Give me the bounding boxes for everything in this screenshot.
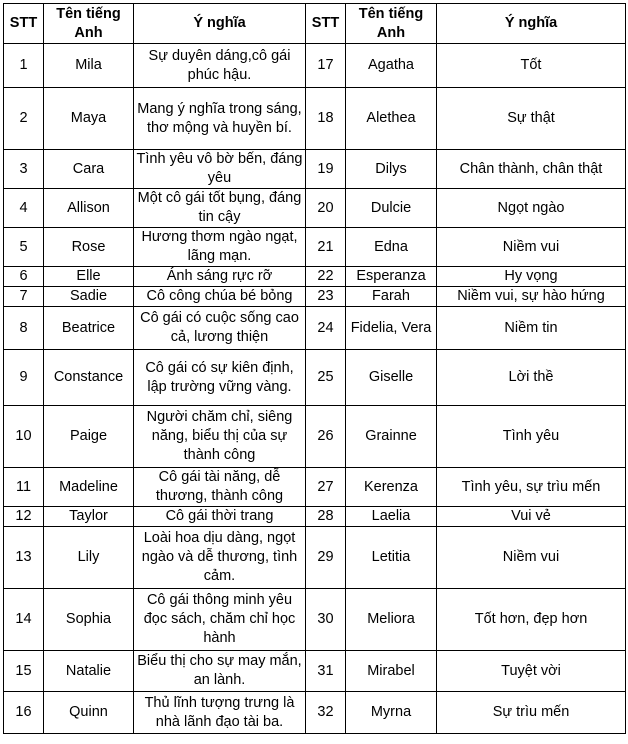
cell-english-name: Grainne — [346, 406, 437, 468]
cell-english-name: Madeline — [44, 468, 134, 507]
header-row — [4, 4, 626, 44]
cell-meaning: Lời thề — [437, 350, 626, 406]
cell-meaning: Hy vọng — [437, 267, 626, 287]
cell-stt: 7 — [4, 287, 44, 307]
cell-stt: 10 — [4, 406, 44, 468]
header-meaning-1: Ý nghĩa — [134, 4, 306, 44]
cell-english-name: Dilys — [346, 150, 437, 189]
cell-stt: 20 — [306, 189, 346, 228]
cell-english-name: Constance — [44, 350, 134, 406]
cell-english-name: Agatha — [346, 44, 437, 88]
table-row — [4, 189, 626, 228]
cell-meaning: Vui vẻ — [437, 507, 626, 527]
cell-english-name: Maya — [44, 88, 134, 150]
cell-stt: 32 — [306, 692, 346, 734]
cell-english-name: Giselle — [346, 350, 437, 406]
cell-stt: 25 — [306, 350, 346, 406]
cell-stt: 21 — [306, 228, 346, 267]
cell-stt: 12 — [4, 507, 44, 527]
table-row — [4, 88, 626, 150]
table-row — [4, 507, 626, 527]
cell-meaning: Sự duyên dáng,cô gái phúc hậu. — [134, 44, 306, 88]
cell-english-name: Kerenza — [346, 468, 437, 507]
cell-meaning: Tuyệt vời — [437, 651, 626, 692]
cell-stt: 18 — [306, 88, 346, 150]
cell-english-name: Sadie — [44, 287, 134, 307]
cell-english-name: Quinn — [44, 692, 134, 734]
cell-english-name: Laelia — [346, 507, 437, 527]
cell-english-name: Mila — [44, 44, 134, 88]
cell-english-name: Edna — [346, 228, 437, 267]
cell-meaning: Sự thật — [437, 88, 626, 150]
cell-english-name: Paige — [44, 406, 134, 468]
cell-meaning: Cô gái tài năng, dễ thương, thành công — [134, 468, 306, 507]
cell-meaning: Một cô gái tốt bụng, đáng tin cậy — [134, 189, 306, 228]
cell-stt: 16 — [4, 692, 44, 734]
header-meaning-2: Ý nghĩa — [437, 4, 626, 44]
cell-meaning: Mang ý nghĩa trong sáng, thơ mộng và huyền bí. — [134, 88, 306, 150]
cell-meaning: Niềm tin — [437, 307, 626, 350]
cell-meaning: Tình yêu, sự trìu mến — [437, 468, 626, 507]
cell-meaning: Ánh sáng rực rỡ — [134, 267, 306, 287]
cell-meaning: Thủ lĩnh tượng trưng là nhà lãnh đạo tài ba. — [134, 692, 306, 734]
table-row — [4, 406, 626, 468]
cell-english-name: Myrna — [346, 692, 437, 734]
table-row — [4, 350, 626, 406]
cell-meaning: Loài hoa dịu dàng, ngọt ngào và dễ thương, tình cảm. — [134, 527, 306, 589]
cell-stt: 28 — [306, 507, 346, 527]
cell-meaning: Cô công chúa bé bỏng — [134, 287, 306, 307]
cell-stt: 4 — [4, 189, 44, 228]
header-stt-2: STT — [306, 4, 346, 44]
cell-meaning: Tình yêu — [437, 406, 626, 468]
cell-stt: 3 — [4, 150, 44, 189]
cell-english-name: Rose — [44, 228, 134, 267]
cell-meaning: Niềm vui — [437, 527, 626, 589]
cell-meaning: Tình yêu vô bờ bến, đáng yêu — [134, 150, 306, 189]
cell-english-name: Esperanza — [346, 267, 437, 287]
table-row — [4, 527, 626, 589]
cell-english-name: Fidelia, Vera — [346, 307, 437, 350]
cell-stt: 29 — [306, 527, 346, 589]
cell-stt: 23 — [306, 287, 346, 307]
cell-english-name: Sophia — [44, 589, 134, 651]
table-row — [4, 228, 626, 267]
cell-meaning: Sự trìu mến — [437, 692, 626, 734]
cell-stt: 15 — [4, 651, 44, 692]
table-row — [4, 468, 626, 507]
names-table — [3, 3, 626, 734]
cell-stt: 6 — [4, 267, 44, 287]
cell-english-name: Farah — [346, 287, 437, 307]
cell-stt: 5 — [4, 228, 44, 267]
header-stt-1: STT — [4, 4, 44, 44]
cell-meaning: Cô gái có cuộc sống cao cả, lương thiện — [134, 307, 306, 350]
cell-stt: 22 — [306, 267, 346, 287]
cell-stt: 9 — [4, 350, 44, 406]
cell-meaning: Tốt hơn, đẹp hơn — [437, 589, 626, 651]
cell-english-name: Taylor — [44, 507, 134, 527]
table-row — [4, 692, 626, 734]
cell-meaning: Ngọt ngào — [437, 189, 626, 228]
cell-english-name: Allison — [44, 189, 134, 228]
table-row — [4, 150, 626, 189]
cell-english-name: Dulcie — [346, 189, 437, 228]
header-english-name-1: Tên tiếng Anh — [44, 4, 134, 44]
table-row — [4, 287, 626, 307]
cell-stt: 27 — [306, 468, 346, 507]
table-row — [4, 44, 626, 88]
cell-stt: 17 — [306, 44, 346, 88]
cell-meaning: Niềm vui — [437, 228, 626, 267]
cell-stt: 11 — [4, 468, 44, 507]
cell-english-name: Lily — [44, 527, 134, 589]
cell-stt: 31 — [306, 651, 346, 692]
cell-english-name: Elle — [44, 267, 134, 287]
cell-meaning: Biểu thị cho sự may mắn, an lành. — [134, 651, 306, 692]
cell-english-name: Alethea — [346, 88, 437, 150]
cell-stt: 1 — [4, 44, 44, 88]
cell-stt: 24 — [306, 307, 346, 350]
header-english-name-2: Tên tiếng Anh — [346, 4, 437, 44]
cell-meaning: Hương thơm ngào ngạt, lãng mạn. — [134, 228, 306, 267]
cell-meaning: Niềm vui, sự hào hứng — [437, 287, 626, 307]
table-row — [4, 589, 626, 651]
cell-meaning: Cô gái thời trang — [134, 507, 306, 527]
cell-meaning: Người chăm chỉ, siêng năng, biểu thị của sự thành công — [134, 406, 306, 468]
table-row — [4, 651, 626, 692]
cell-meaning: Cô gái có sự kiên định, lập trường vững vàng. — [134, 350, 306, 406]
cell-stt: 2 — [4, 88, 44, 150]
cell-meaning: Cô gái thông minh yêu đọc sách, chăm chỉ học hành — [134, 589, 306, 651]
cell-english-name: Natalie — [44, 651, 134, 692]
cell-stt: 26 — [306, 406, 346, 468]
cell-english-name: Beatrice — [44, 307, 134, 350]
table-row — [4, 307, 626, 350]
cell-english-name: Mirabel — [346, 651, 437, 692]
table-row — [4, 267, 626, 287]
cell-stt: 14 — [4, 589, 44, 651]
cell-english-name: Cara — [44, 150, 134, 189]
cell-stt: 30 — [306, 589, 346, 651]
cell-meaning: Tốt — [437, 44, 626, 88]
cell-stt: 19 — [306, 150, 346, 189]
cell-stt: 13 — [4, 527, 44, 589]
cell-english-name: Meliora — [346, 589, 437, 651]
cell-meaning: Chân thành, chân thật — [437, 150, 626, 189]
cell-english-name: Letitia — [346, 527, 437, 589]
cell-stt: 8 — [4, 307, 44, 350]
